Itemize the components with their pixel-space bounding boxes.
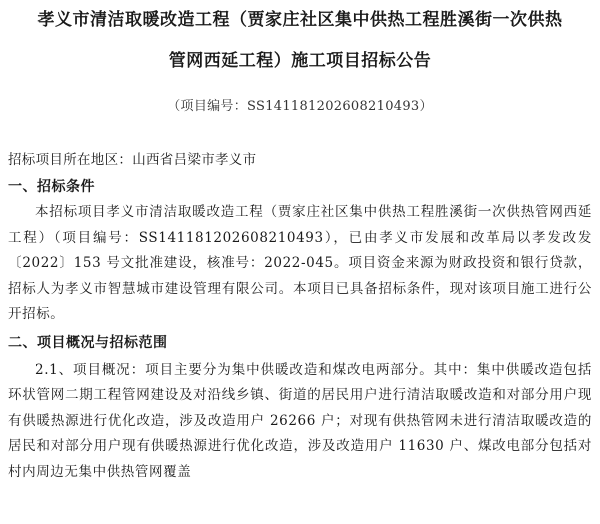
announcement-title-line-2: 管网西延工程）施工项目招标公告 — [168, 51, 432, 71]
project-number: （项目编号：SS141181202608210493） — [167, 99, 433, 114]
bidding-conditions-paragraph: 本招标项目孝义市清洁取暖改造工程（贾家庄社区集中供热工程胜溪街一次供热管网西延工程）（项目编号：SS141181202608210493），已由孝义市发展和改革局以孝发改发〔2022〕153 号文批准建设，核准号：2022-045。项目资金来源为财政投资和银行贷款，招标人为孝义市智慧城市建设管理有限公司。本项目已具备招标条件，现对该项目施工进行公开招标。 — [8, 204, 592, 322]
project-region: 招标项目所在地区：山西省吕梁市孝义市 — [8, 152, 257, 168]
section-heading-project-overview: 二、项目概况与招标范围 — [8, 334, 168, 351]
project-overview-paragraph: 2.1、项目概况：项目主要分为集中供暖改造和煤改电两部分。其中：集中供暖改造包括环状管网二期工程管网建设及对沿线乡镇、街道的居民用户进行清洁取暖改造和对部分用户现有供暖热源进行优化改造，涉及改造用户 26266 户；对现有供热管网未进行清洁取暖改造的居民和对部分用户现有供暖热源进行优化改造，涉及改造用户 11630 户、煤改电部分包括对村内周边无集中供热管网覆盖 — [8, 361, 592, 480]
announcement-title-line-1: 孝义市清洁取暖改造工程（贾家庄社区集中供热工程胜溪街一次供热 — [37, 10, 563, 30]
section-heading-bidding-conditions: 一、招标条件 — [8, 179, 95, 195]
